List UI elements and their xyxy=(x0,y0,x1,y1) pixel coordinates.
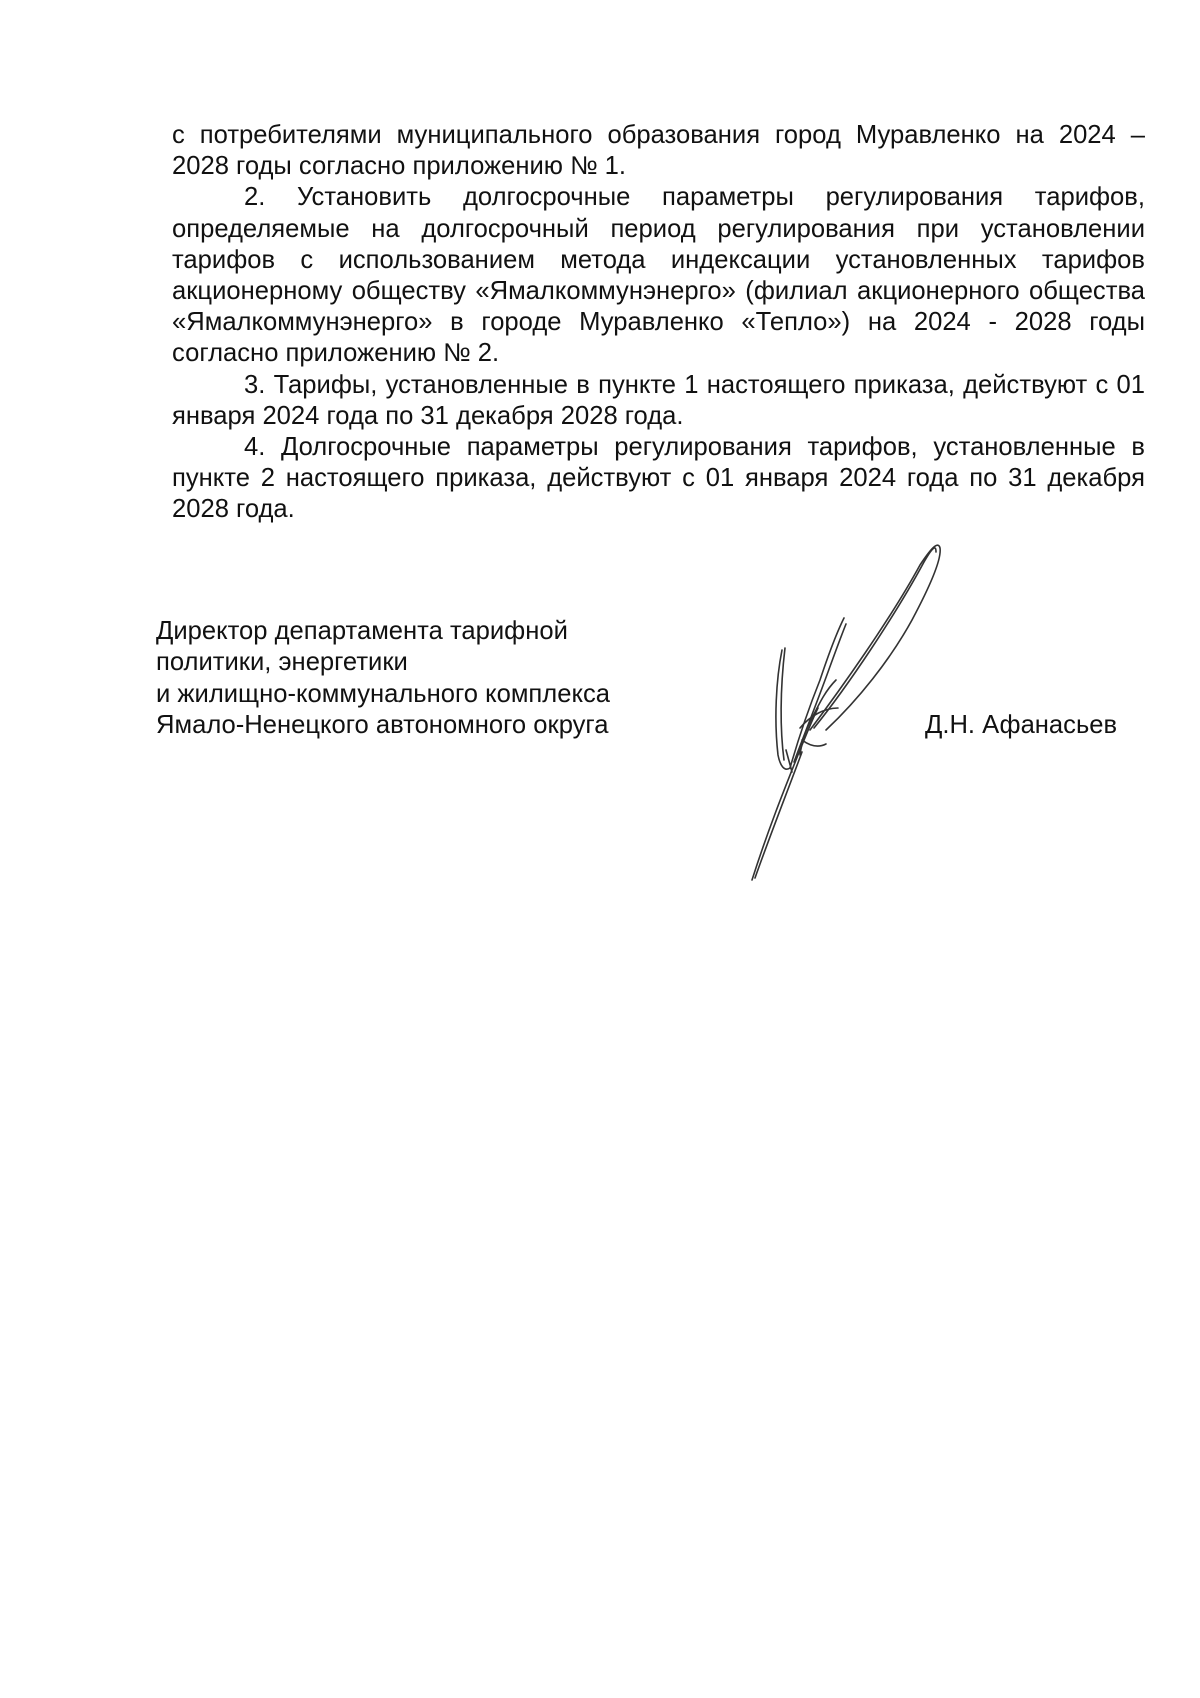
position-line: и жилищно-коммунального комплекса xyxy=(156,679,610,708)
signer-name: Д.Н. Афанасьев xyxy=(925,711,1118,739)
paragraph-item-2: 2. Установить долгосрочные параметры регулирования тарифов, определяемые на долгосрочный период регулирования при установлении тарифов с использованием метода индексации установленных тарифов акционерному обществу «Ямалкоммунэнерго» (филиал акционерного общества «Ямалкоммунэнерго» в городе Муравленко «Тепло») на 2024 - 2028 годы согласно приложению № 2. xyxy=(172,183,1145,368)
document-body xyxy=(172,120,1145,526)
position-line: Директор департамента тарифной xyxy=(156,617,568,645)
position-line: политики, энергетики xyxy=(156,648,408,677)
signatory-position xyxy=(156,616,610,742)
position-line: Ямало-Ненецкого автономного округа xyxy=(156,711,609,740)
paragraph-item-3: 3. Тарифы, установленные в пункте 1 настоящего приказа, действуют с 01 января 2024 года по 31 декабря 2028 года. xyxy=(172,370,1145,430)
paragraph-item-4: 4. Долгосрочные параметры регулирования тарифов, установленные в пункте 2 настоящего приказа, действуют с 01 января 2024 года по 31 декабря 2028 года. xyxy=(172,433,1145,524)
paragraph-continuation: с потребителями муниципального образования город Муравленко на 2024 – 2028 годы согласно приложению № 1. xyxy=(172,121,1145,181)
